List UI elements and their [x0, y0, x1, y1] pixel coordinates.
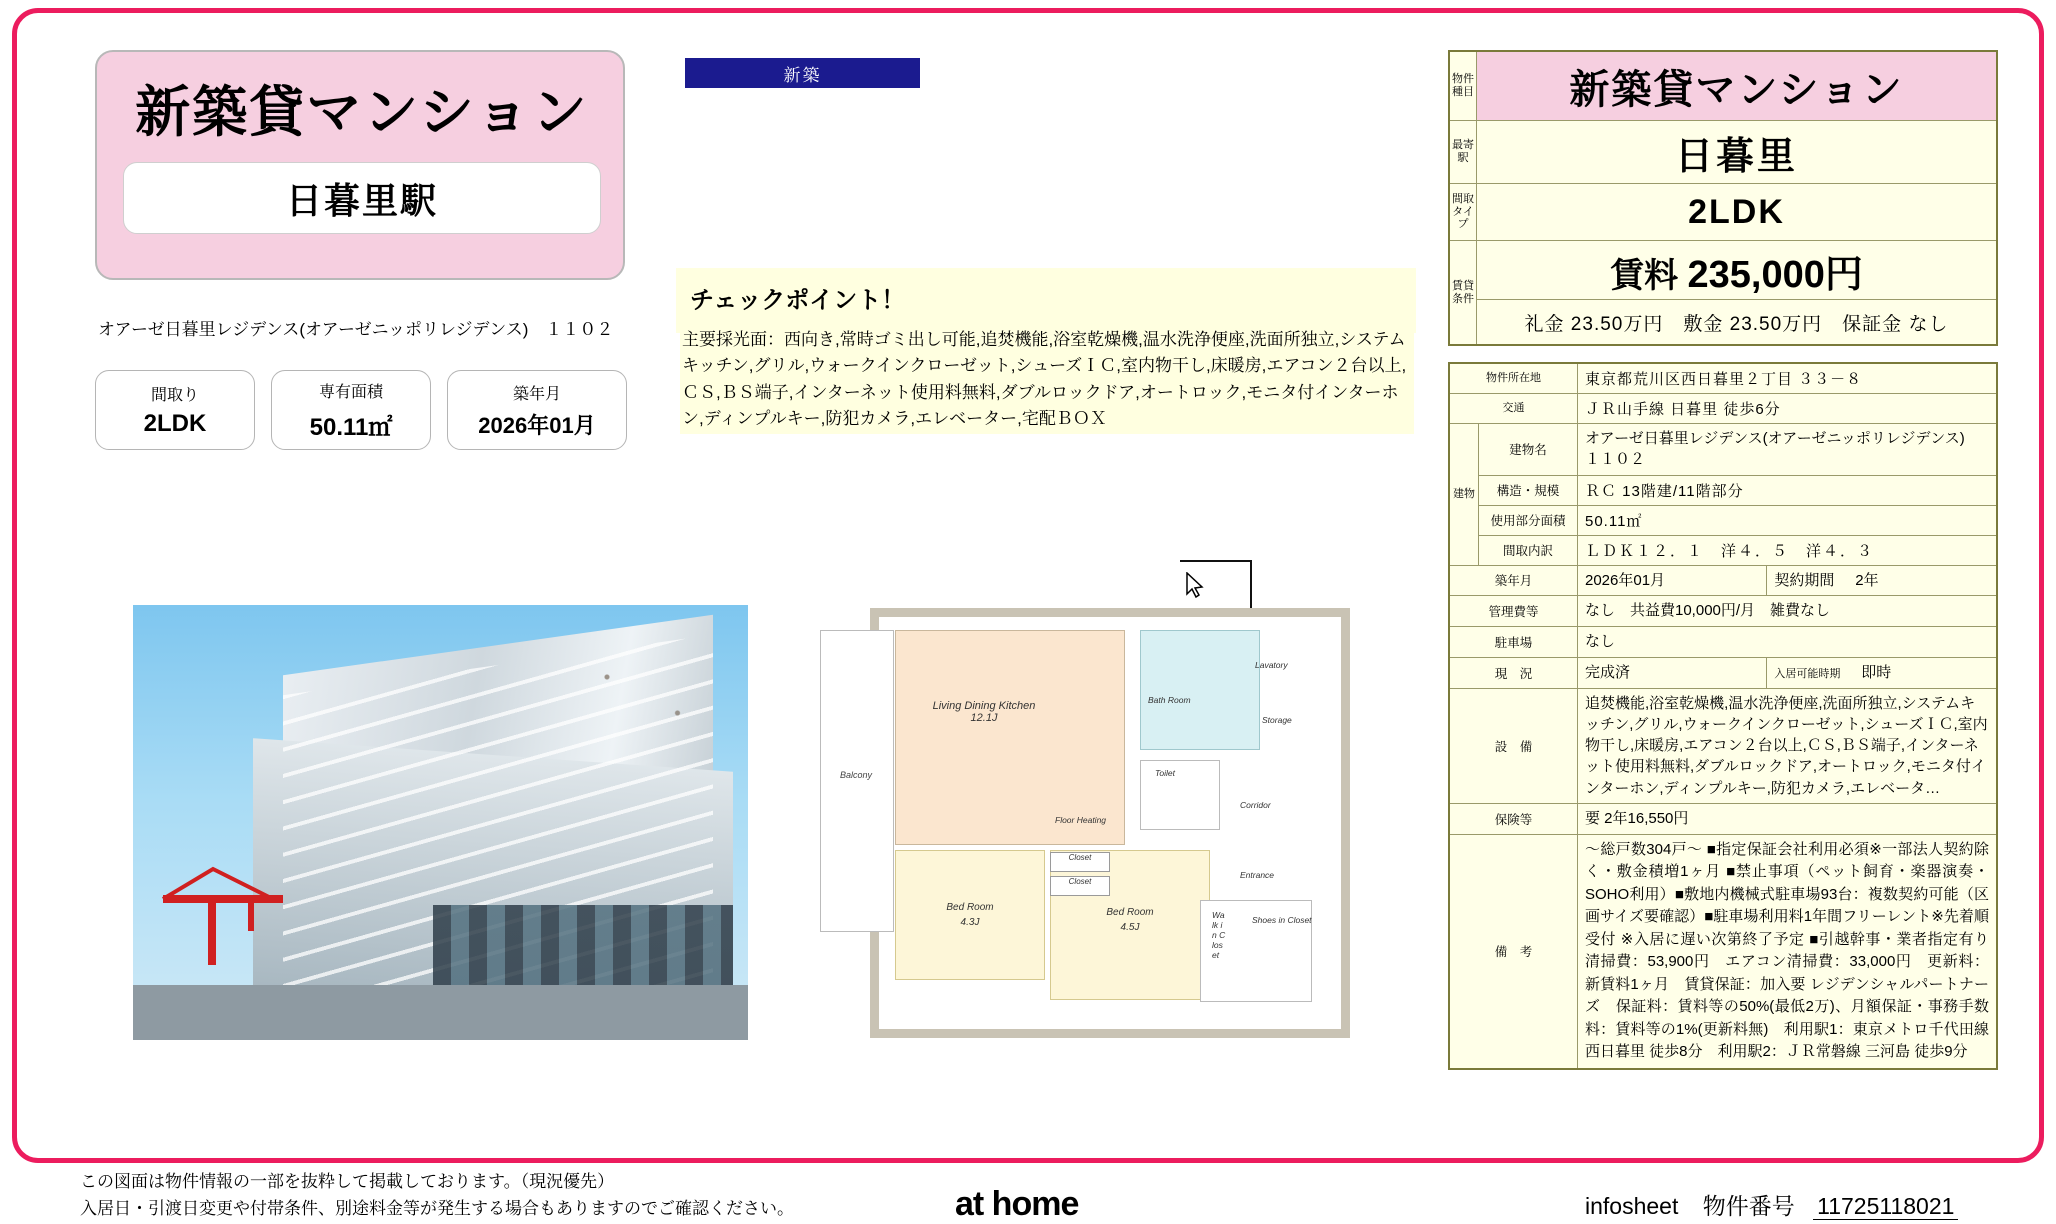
detail-label-insurance: 保険等 [1449, 804, 1578, 835]
floorplan-toilet [1140, 760, 1220, 830]
floorplan-bedroom-2-size: 4.5J [1120, 922, 1140, 933]
detail-row-building-name [1449, 424, 1997, 476]
footer-disclaimer-line2: 入居日・引渡日変更や付帯条件、別途料金等が発生する場合もありますのでご確認ください。 [80, 1199, 794, 1219]
floorplan-bath-label: Bath Room [1148, 695, 1191, 705]
detail-label-building: 建物 [1449, 424, 1479, 566]
checkpoint-title: チェックポイント！ [690, 287, 906, 314]
right-panel [1448, 50, 2005, 1070]
spec-area [271, 370, 431, 450]
detail-value-remarks: ～総戸数304戸～ ■指定保証会社利用必須※一部法人契約除く・敷金積増1ヶ月 ■禁止事項（ペット飼育・楽器演奏・SOHO利用）■敷地内機械式駐車場93台：複数契約可能（区画サイズ要確認）■駐車場利用料1年間フリーレント※先着順受付 ※入居に遅い次第終了予定 ■引越幹事・業者指定有り 清掃費：53,900円 エアコン清掃費：33,000円 更新料：新賃料1ヶ月 賃貸保証：加入要 レジデンシャルパートナーズ 保証料：賃料等の50%(最低2万)、月額保証・事務手数料：賃料等の1%(更新料無) 利用駅1：東京メトロ千代田線 西日暮里 徒歩8分 利用駅2：ＪＲ常磐線 三河島 徒歩9分 [1578, 834, 1998, 1069]
detail-label-status: 現 況 [1449, 657, 1578, 688]
headline-title: 新築貸マンション [135, 80, 589, 144]
detail-label-movein: 入居可能時期 [1774, 667, 1841, 680]
detail-value-contract: 2年 [1855, 571, 1879, 589]
detail-value-area: 50.11㎡ [1578, 505, 1998, 535]
label-terms [1449, 241, 1477, 346]
floorplan-closet-1: Closet [1050, 852, 1110, 872]
spec-row [95, 370, 627, 450]
detail-value-rooms: ＬＤＫ１２．１ 洋４．５ 洋４．３ [1578, 535, 1998, 565]
athome-logo [955, 1185, 1078, 1224]
property-photo [133, 605, 748, 1040]
detail-value-parking: なし [1578, 627, 1998, 658]
summary-row-station [1449, 121, 1997, 184]
floorplan-entrance-label: Entrance [1240, 870, 1275, 880]
detail-label-parking: 駐車場 [1449, 627, 1578, 658]
detail-label-contract: 契約期間 [1774, 571, 1835, 589]
detail-row-mgmt [1449, 596, 1997, 627]
building-name-subtitle: オアーゼ日暮里レジデンス(オアーゼニッポリレジデンス) １１０２ [98, 320, 614, 339]
property-no-label: 物件番号 [1702, 1193, 1795, 1219]
detail-label-equip: 設 備 [1449, 688, 1578, 803]
detail-row-rooms [1449, 535, 1997, 565]
rent-prefix: 賃料 [1610, 256, 1679, 295]
detail-row-insurance [1449, 804, 1997, 835]
spec-area-value: 50.11㎡ [309, 413, 393, 441]
detail-row-address [1449, 363, 1997, 394]
floorplan-bedroom-1-label [895, 900, 1045, 930]
summary-row-fees [1449, 300, 1997, 346]
floorplan-balcony-label: Balcony [839, 770, 873, 780]
spec-year [447, 370, 627, 450]
detail-table [1448, 362, 2005, 1070]
detail-value-year: 2026年01月 [1578, 565, 1767, 596]
detail-sub-building-name: 建物名 [1479, 424, 1578, 476]
detail-row-equip [1449, 688, 1997, 803]
summary-table [1448, 50, 1998, 346]
photo-tree [513, 605, 748, 785]
detail-value-mgmt: なし 共益費10,000円/月 雑費なし [1578, 596, 1998, 627]
detail-row-parking [1449, 627, 1997, 658]
value-rent [1477, 241, 1998, 300]
floorplan-floor-heating-label: Floor Heating [1055, 815, 1107, 825]
detail-value-access: ＪＲ山手線 日暮里 徒歩6分 [1578, 394, 1998, 424]
floorplan-storage-label: Storage [1262, 715, 1292, 725]
detail-value-insurance: 要 2年16,550円 [1578, 804, 1998, 835]
footer-disclaimer [80, 1168, 794, 1222]
mouse-cursor-icon [1185, 572, 1209, 598]
floorplan-corridor-label: Corridor [1240, 800, 1271, 810]
detail-sub-rooms: 間取内訳 [1479, 535, 1578, 565]
photo-crane [153, 855, 303, 965]
label-layout [1449, 184, 1477, 241]
headline-station: 日暮里駅 [123, 162, 601, 234]
spec-layout-label: 間取り [150, 387, 199, 404]
detail-value-building-name: オアーゼ日暮里レジデンス(オアーゼニッポリレジデンス) １１０２ [1578, 424, 1998, 476]
detail-contract-cell [1767, 565, 1997, 596]
label-terms-text: 賃貸条件 [1452, 279, 1474, 305]
detail-value-address: 東京都荒川区西日暮里２丁目 ３３－８ [1578, 363, 1998, 394]
value-fees: 礼金 23.50万円 敷金 23.50万円 保証金 なし [1477, 300, 1998, 346]
label-kind-text: 物件種目 [1452, 73, 1474, 98]
spec-layout [95, 370, 255, 450]
detail-row-status [1449, 657, 1997, 688]
floorplan-ldk-name: Living Dining Kitchen [932, 700, 1036, 712]
spec-area-label: 専有面積 [318, 383, 383, 401]
value-station: 日暮里 [1477, 121, 1998, 184]
detail-row-area [1449, 505, 1997, 535]
property-no-value: 11725118021 [1813, 1193, 1958, 1220]
summary-row-rent [1449, 241, 1997, 300]
new-badge: 新築 [685, 58, 920, 88]
floorplan-bedroom-1-size: 4.3J [960, 917, 980, 928]
floorplan-lavatory-label: Lavatory [1255, 660, 1288, 670]
detail-label-access: 交通 [1449, 394, 1578, 424]
floorplan-walk-in-closet-label: Walk in Closet [1212, 910, 1226, 960]
detail-label-remarks: 備 考 [1449, 834, 1578, 1069]
athome-logo-text: at home [955, 1185, 1079, 1223]
infosheet-label: infosheet [1585, 1193, 1679, 1219]
infosheet-footer [1585, 1188, 1958, 1221]
detail-value-structure: ＲＣ 13階建/11階部分 [1578, 475, 1998, 505]
floorplan-bath [1140, 630, 1260, 750]
floorplan-toilet-label: Toilet [1155, 768, 1176, 778]
floorplan-shoes-closet-label: Shoes in Closet [1252, 915, 1312, 925]
detail-row-structure [1449, 475, 1997, 505]
detail-value-equip: 追焚機能,浴室乾燥機,温水洗浄便座,洗面所独立,システムキッチン,グリル,ウォークインクローゼット,シューズＩＣ,室内物干し,床暖房,エアコン２台以上,ＣＳ,ＢＳ端子,インターネット使用料無料,ダブルロックドア,オートロック,モニタ付インターホン,ディンプルキー,防犯カメラ,エレベータ… [1578, 688, 1998, 803]
summary-row-kind [1449, 51, 1997, 121]
spec-layout-value: 2LDK [143, 410, 207, 437]
label-layout-text: 間取タイプ [1452, 193, 1474, 231]
detail-sub-structure: 構造・規模 [1479, 475, 1578, 505]
spec-year-value: 2026年01月 [478, 412, 596, 438]
photo-ground [133, 985, 748, 1040]
floorplan-ldk [895, 630, 1125, 845]
detail-row-remarks [1449, 834, 1997, 1069]
checkpoint-body: 主要採光面：西向き,常時ゴミ出し可能,追焚機能,浴室乾燥機,温水洗浄便座,洗面所独立,システムキッチン,グリル,ウォークインクローゼット,シューズＩＣ,室内物干し,床暖房,エアコン２台以上,ＣＳ,ＢＳ端子,インターネット使用料無料,ダブルロックドア,オートロック,モニタ付インターホン,ディンプルキー,防犯カメラ,エレベーター,宅配ＢＯＸ [680, 325, 1414, 434]
floorplan-bedroom-1-name: Bed Room [946, 902, 994, 913]
detail-row-year [1449, 565, 1997, 596]
label-station-text: 最寄駅 [1452, 139, 1474, 164]
detail-label-address: 物件所在地 [1449, 363, 1578, 394]
detail-value-status: 完成済 [1578, 657, 1767, 688]
value-kind: 新築貸マンション [1477, 51, 1998, 121]
floor-plan [800, 600, 1440, 1050]
floorplan-bedroom-2-label [1050, 905, 1210, 935]
detail-sub-area: 使用部分面積 [1479, 505, 1578, 535]
floorplan-ldk-size: 12.1J [970, 712, 998, 724]
detail-movein-cell [1767, 657, 1997, 688]
detail-value-movein: 即時 [1861, 663, 1892, 681]
detail-label-year: 築年月 [1449, 565, 1578, 596]
floorplan-closet-2: Closet [1050, 876, 1110, 896]
footer-disclaimer-line1: この図面は物件情報の一部を抜粋して掲載しております。（現況優先） [80, 1172, 615, 1191]
summary-row-layout [1449, 184, 1997, 241]
floorplan-bedroom-2-name: Bed Room [1106, 907, 1154, 918]
detail-row-access [1449, 394, 1997, 424]
spec-year-label: 築年月 [512, 385, 561, 403]
floorplan-ldk-label [904, 700, 1064, 724]
label-kind [1449, 51, 1477, 121]
floorplan-balcony [820, 630, 894, 932]
rent-amount: 235,000円 [1687, 253, 1863, 296]
value-layout: 2LDK [1477, 184, 1998, 241]
detail-label-mgmt: 管理費等 [1449, 596, 1578, 627]
label-station [1449, 121, 1477, 184]
headline-box [95, 50, 625, 280]
